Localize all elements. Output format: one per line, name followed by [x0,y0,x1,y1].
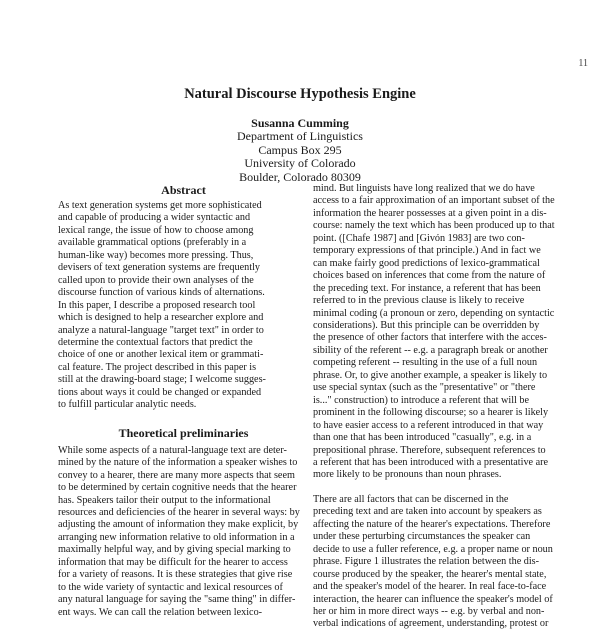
body-text-line: considerations). But this principle can be overridden by [313,319,540,331]
body-text-line: access to a fair approximation of an important subset of the [313,195,555,207]
body-text-line: competing referent -- resulting in the use of a full noun [313,357,538,369]
body-text-line: choices based on inferences that come from the nature of [313,270,546,282]
body-text-line: information the hearer possesses at a given point in a dis- [313,207,547,219]
right-column [313,183,557,631]
body-text-line: her or him in more direct ways -- e.g. by verbal and non- [313,605,545,617]
abstract-line: to fulfill particular analytic needs. [58,399,197,411]
body-text-line: for a variety of reasons. It is these strategies that give rise [58,569,293,581]
abstract-line: determine the contextual factors that predict the [58,336,253,348]
body-text-line: mind. But linguists have long realized that we do have [313,183,535,194]
body-text-line: phrase. Or, to give another example, a speaker is likely to [313,369,548,381]
abstract-line: still at the drawing-board stage; I welcome sugges- [58,374,266,386]
abstract-line: discourse function of various kinds of alternations. [58,287,265,299]
left-column [58,183,309,619]
abstract-body [58,200,309,412]
body-text-line: than one that has been introduced "casually", e.g. in a [313,432,532,444]
body-text-line: temporary expressions of that principle.) And in fact we [313,245,541,257]
section-body [58,445,309,619]
affiliation-line: Boulder, Colorado 80309 [239,169,361,184]
abstract-line: analyze a natural-language "target text" in order to [58,324,264,336]
abstract-line: tions about ways it could be changed or expanded [58,386,262,398]
body-text-line: There are all factors that can be discerned in the [313,493,509,505]
body-text-line: adjusting the amount of information they make explicit, by [58,519,299,531]
abstract-line: lexical range, the issue of how to choose among [58,224,254,236]
body-text-line: decide to use a fuller reference, e.g. a proper name or noun [313,543,553,555]
body-text-line: course produced by the speaker, the hearer's mental state, [313,568,547,580]
body-text-line: information that may be difficult for the hearer to access [58,556,288,568]
abstract-line: In this paper, I describe a proposed research tool [58,299,256,311]
abstract-line: which is designed to help a researcher explore and [58,312,264,324]
body-text-line: any natural language for saying the "same thing" in differ- [58,594,296,606]
abstract-line: cal feature. The project described in this paper is [58,361,257,373]
abstract-line: called upon to provide their own analyses of the [58,274,254,286]
body-text-line: ent ways. We can call the relation between lexico- [58,606,263,618]
body-text-line: mined by the nature of the information a speaker wishes to [58,457,298,469]
body-text-line: maximally helpful way, and by giving special marking to [58,544,291,556]
abstract-line: choice of one or another lexical item or grammati- [58,349,264,361]
body-text-line: arranging new information relative to old information in a [58,531,295,543]
body-text-line: the presence of other factors that interfere with the acces- [313,332,547,344]
affiliation-line: Department of Linguistics [237,129,363,144]
body-text-line: preceding text and are taken into account by speakers as [313,506,542,518]
body-text-line: referred to in the previous clause is likely to receive [313,295,525,307]
body-text-line: minimal coding (a pronoun or zero, depending on syntactic [313,307,555,319]
body-text-line: prominent in the following discourse; so a hearer is likely [313,407,549,419]
body-text-line: to the wide variety of syntactic and lexical resources of [58,581,283,593]
body-text-line: more likely to be pronouns than noun phrases. [313,469,502,481]
body-text-line: resources and deficiencies of the hearer in several ways: by [58,506,300,518]
body-text-line: can make fairly good predictions of lexico-grammatical [313,257,540,269]
author-name: Susanna Cumming [251,116,349,130]
body-text-line: has. Speakers tailor their output to the informational [58,494,271,506]
paper-title: Natural Discourse Hypothesis Engine [184,86,416,102]
affiliation-line: Campus Box 295 [258,142,342,157]
author-affiliation [0,130,600,184]
paragraph-gap [313,482,557,494]
body-text-line: verbal indications of agreement, understanding, protest or [313,618,549,630]
page-side-number: 11 [578,58,588,69]
affiliation-line: University of Colorado [244,156,356,171]
author-block [0,117,600,184]
abstract-heading: Abstract [161,183,206,197]
body-text-line: course: namely the text which has been produced up to that [313,220,555,232]
body-text-line: prepositional phrase. Therefore, subsequent references to [313,444,546,456]
body-text-line: convey to a hearer, there are many more aspects that seem [58,469,295,481]
body-text-line: point. ([Chafe 1987] and [Givón 1983] are two con- [313,232,525,244]
abstract-line: human-like way) becomes more pressing. Thus, [58,249,254,261]
body-text-line: While some aspects of a natural-language text are deter- [58,444,287,456]
body-text-line: to be determined by certain cognitive needs that the hearer [58,482,297,494]
abstract-line: As text generation systems get more sophisticated [58,200,262,211]
body-text-line: a referent that has been introduced with a presentative are [313,456,549,468]
body-text-line: the preceding text. For instance, a referent that has been [313,282,541,294]
right-paragraph-1 [313,183,557,482]
abstract-line: available grammatical options (preferably in a [58,237,247,249]
body-text-line: interaction, the hearer can influence the speaker's model of [313,593,553,605]
body-text-line: and the speaker's model of the hearer. In real face-to-face [313,581,547,593]
body-text-line: under these perturbing circumstances the speaker can [313,531,531,543]
body-text-line: sibility of the referent -- e.g. a paragraph break or another [313,344,548,356]
body-text-line: to have easier access to a referent introduced in that way [313,419,544,431]
abstract-line: and capable of producing a wider syntactic and [58,212,251,224]
body-text-line: use special syntax (such as the "presentative" or "there [313,382,536,394]
right-paragraph-2 [313,494,557,631]
body-text-line: phrase. Figure 1 illustrates the relation between the dis- [313,556,540,568]
body-text-line: affecting the nature of the hearer's expectations. Therefore [313,518,551,530]
section-heading: Theoretical preliminaries [118,425,249,440]
abstract-line: devisers of text generation systems are frequently [58,262,260,274]
body-text-line: is..." construction) to introduce a referent that will be [313,394,530,406]
